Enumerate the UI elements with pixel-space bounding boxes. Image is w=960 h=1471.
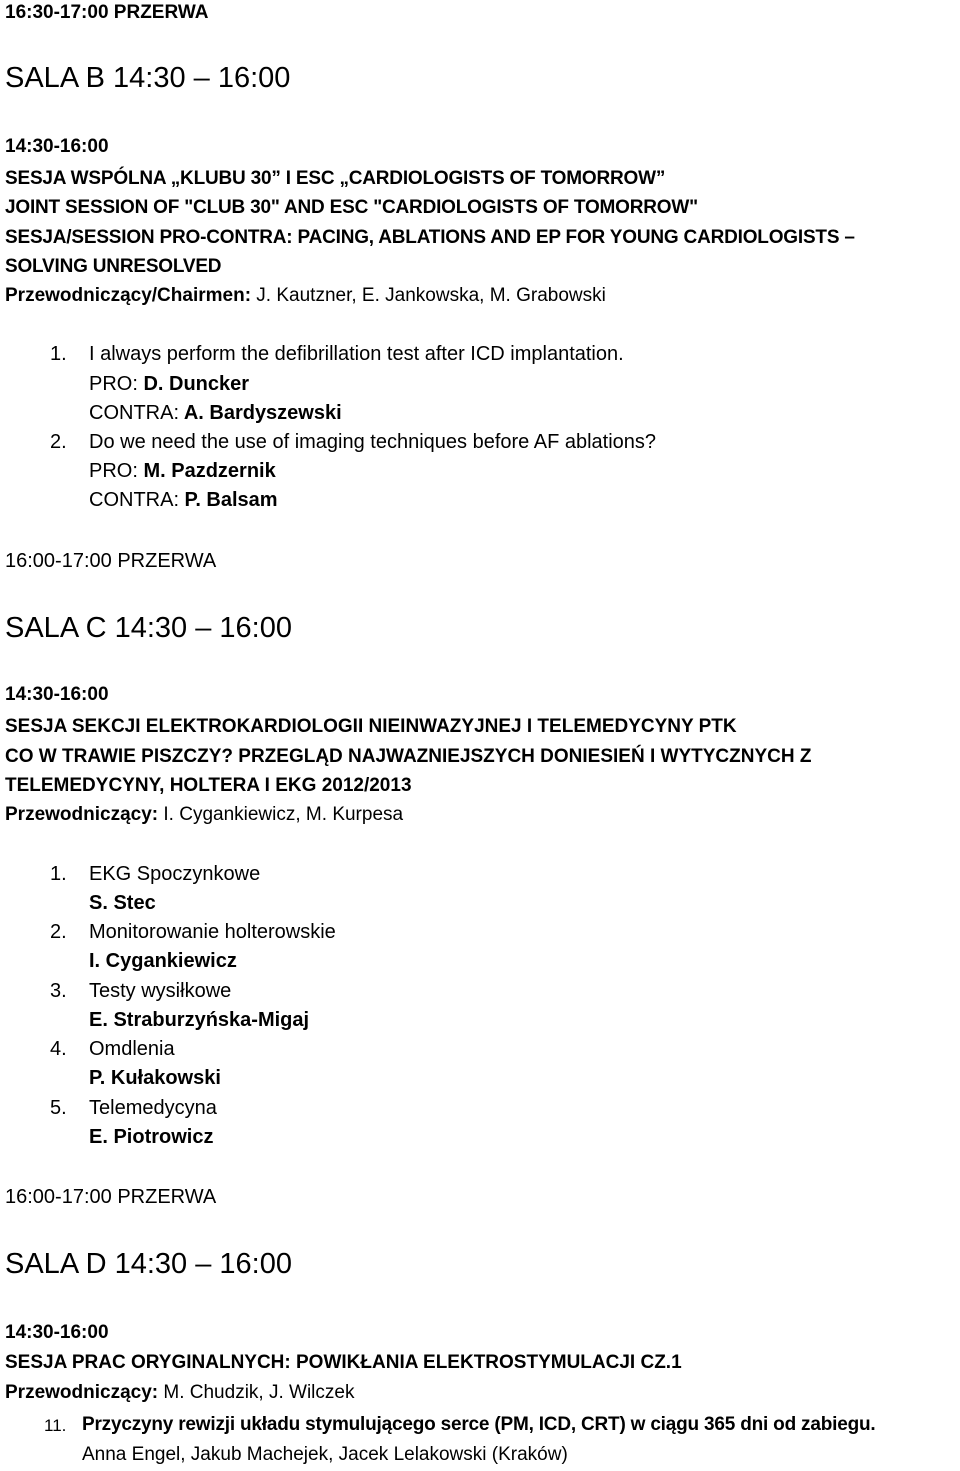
item-number: 2. bbox=[50, 921, 67, 943]
item-contra bbox=[89, 490, 278, 510]
item-title: EKG Spoczynkowe bbox=[89, 863, 261, 885]
item-speaker: E. Straburzyńska-Migaj bbox=[89, 1009, 310, 1031]
pro-label: PRO: bbox=[89, 460, 138, 482]
item-speaker: S. Stec bbox=[89, 892, 156, 914]
sala-c-time: 14:30-16:00 bbox=[5, 684, 109, 705]
sala-c-session-line: CO W TRAWIE PISZCZY? PRZEGLĄD NAJWAZNIEJSZYCH DONIESIEŃ I WYTYCZNYCH Z bbox=[5, 746, 812, 767]
sala-b-chair bbox=[5, 286, 606, 305]
item-number: 1. bbox=[50, 863, 67, 885]
item-number: 4. bbox=[50, 1038, 67, 1060]
chair-names: M. Chudzik, J. Wilczek bbox=[158, 1382, 355, 1403]
item-title: Przyczyny rewizji układu stymulującego serce (PM, ICD, CRT) w ciągu 365 dni od zabiegu. bbox=[82, 1414, 876, 1435]
contra-label: CONTRA: bbox=[89, 489, 179, 511]
sala-c-chair bbox=[5, 805, 403, 824]
contra-name: A. Bardyszewski bbox=[179, 402, 342, 424]
contra-name: P. Balsam bbox=[179, 489, 278, 511]
break-top: 16:30-17:00 PRZERWA bbox=[5, 2, 209, 23]
chair-names: J. Kautzner, E. Jankowska, M. Grabowski bbox=[251, 285, 606, 306]
item-pro bbox=[89, 374, 249, 394]
sala-d-session-line: SESJA PRAC ORYGINALNYCH: POWIKŁANIA ELEKTROSTYMULACJI CZ.1 bbox=[5, 1352, 682, 1373]
item-speaker: I. Cygankiewicz bbox=[89, 950, 237, 972]
item-speaker: P. Kułakowski bbox=[89, 1067, 221, 1089]
item-number: 3. bbox=[50, 980, 67, 1002]
sala-d-header: SALA D 14:30 – 16:00 bbox=[5, 1248, 292, 1280]
item-pro bbox=[89, 461, 276, 481]
sala-c-header: SALA C 14:30 – 16:00 bbox=[5, 612, 292, 644]
chair-label: Przewodniczący: bbox=[5, 1382, 159, 1403]
pro-label: PRO: bbox=[89, 373, 138, 395]
item-title: I always perform the defibrillation test after ICD implantation. bbox=[89, 343, 624, 365]
item-number: 2. bbox=[50, 431, 67, 453]
sala-d-chair bbox=[5, 1383, 354, 1402]
sala-b-session-line: SOLVING UNRESOLVED bbox=[5, 256, 222, 277]
sala-b-session-line: JOINT SESSION OF "CLUB 30" AND ESC "CARDIOLOGISTS OF TOMORROW" bbox=[5, 197, 698, 218]
item-number: 5. bbox=[50, 1097, 67, 1119]
sala-b-time: 14:30-16:00 bbox=[5, 136, 109, 157]
sala-c-session-line: TELEMEDYCYNY, HOLTERA I EKG 2012/2013 bbox=[5, 775, 412, 796]
contra-label: CONTRA: bbox=[89, 402, 179, 424]
item-authors: Anna Engel, Jakub Machejek, Jacek Lelakowski (Kraków) bbox=[82, 1444, 568, 1465]
chair-names: I. Cygankiewicz, M. Kurpesa bbox=[158, 804, 404, 825]
sala-b-session-line: SESJA/SESSION PRO-CONTRA: PACING, ABLATIONS AND EP FOR YOUNG CARDIOLOGISTS – bbox=[5, 227, 855, 248]
item-contra bbox=[89, 403, 342, 423]
item-number: 1. bbox=[50, 343, 67, 365]
sala-c-session-line: SESJA SEKCJI ELEKTROKARDIOLOGII NIEINWAZYJNEJ I TELEMEDYCYNY PTK bbox=[5, 716, 737, 737]
chair-label: Przewodniczący/Chairmen: bbox=[5, 285, 252, 306]
sala-d-time: 14:30-16:00 bbox=[5, 1322, 109, 1343]
item-title: Omdlenia bbox=[89, 1038, 175, 1060]
sala-c-break: 16:00-17:00 PRZERWA bbox=[5, 1186, 217, 1208]
item-title: Do we need the use of imaging techniques before AF ablations? bbox=[89, 431, 657, 453]
item-speaker: E. Piotrowicz bbox=[89, 1126, 214, 1148]
pro-name: M. Pazdzernik bbox=[137, 460, 276, 482]
item-number: 11. bbox=[44, 1416, 67, 1435]
sala-b-break: 16:00-17:00 PRZERWA bbox=[5, 550, 217, 572]
chair-label: Przewodniczący: bbox=[5, 804, 159, 825]
pro-name: D. Duncker bbox=[137, 373, 250, 395]
sala-b-session-line: SESJA WSPÓLNA „KLUBU 30” I ESC „CARDIOLOGISTS OF TOMORROW” bbox=[5, 168, 666, 189]
item-title: Monitorowanie holterowskie bbox=[89, 921, 336, 943]
item-title: Telemedycyna bbox=[89, 1097, 217, 1119]
sala-b-header: SALA B 14:30 – 16:00 bbox=[5, 62, 291, 94]
item-title: Testy wysiłkowe bbox=[89, 980, 232, 1002]
